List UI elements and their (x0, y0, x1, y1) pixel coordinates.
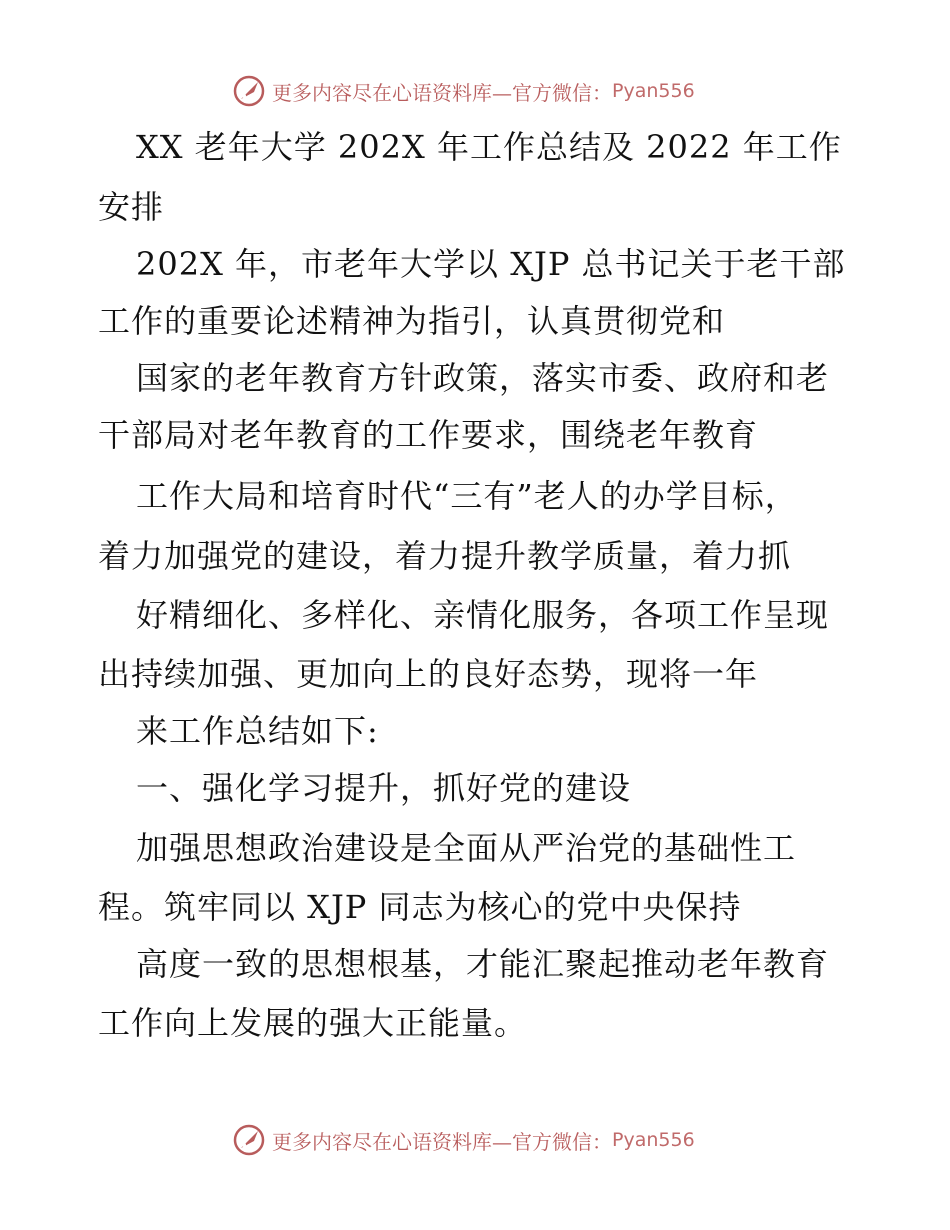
watermark-footer (232, 1120, 712, 1160)
document-title-line-2: 安排 (98, 188, 165, 226)
body-line: 工作大局和培育时代“三有”老人的办学目标， (136, 477, 798, 515)
watermark-account: Pyan556 (612, 1129, 695, 1151)
body-line: 干部局对老年教育的工作要求，围绕老年教育 (98, 416, 759, 454)
body-line: 工作向上发展的强大正能量。 (98, 1004, 528, 1042)
body-line: 程。筑牢同以 XJP 同志为核心的党中央保持 (98, 888, 742, 926)
body-line: 出持续加强、更加向上的良好态势，现将一年 (98, 655, 759, 693)
body-line: 好精细化、多样化、亲情化服务，各项工作呈现 (136, 596, 830, 634)
watermark-text: 更多内容尽在心语资料库—官方微信： (272, 1129, 612, 1154)
document-title-line-1: XX 老年大学 202X 年工作总结及 2022 年工作 (136, 128, 842, 166)
body-line: 工作的重要论述精神为指引，认真贯彻党和 (98, 302, 726, 340)
watermark-account: Pyan556 (612, 80, 695, 102)
body-line: 来工作总结如下: (136, 712, 379, 750)
body-line: 加强思想政治建设是全面从严治党的基础性工 (136, 829, 797, 867)
quill-circle-icon (232, 74, 266, 108)
section-heading: 一、强化学习提升，抓好党的建设 (136, 769, 632, 807)
body-line: 着力加强党的建设，着力提升教学质量，着力抓 (98, 537, 792, 575)
watermark-text: 更多内容尽在心语资料库—官方微信： (272, 80, 612, 105)
quill-circle-icon (232, 1123, 266, 1157)
body-line: 202X 年，市老年大学以 XJP 总书记关于老干部 (136, 245, 846, 283)
watermark-header (232, 71, 712, 111)
body-line: 国家的老年教育方针政策，落实市委、政府和老 (136, 359, 830, 397)
body-line: 高度一致的思想根基，才能汇聚起推动老年教育 (136, 945, 830, 983)
